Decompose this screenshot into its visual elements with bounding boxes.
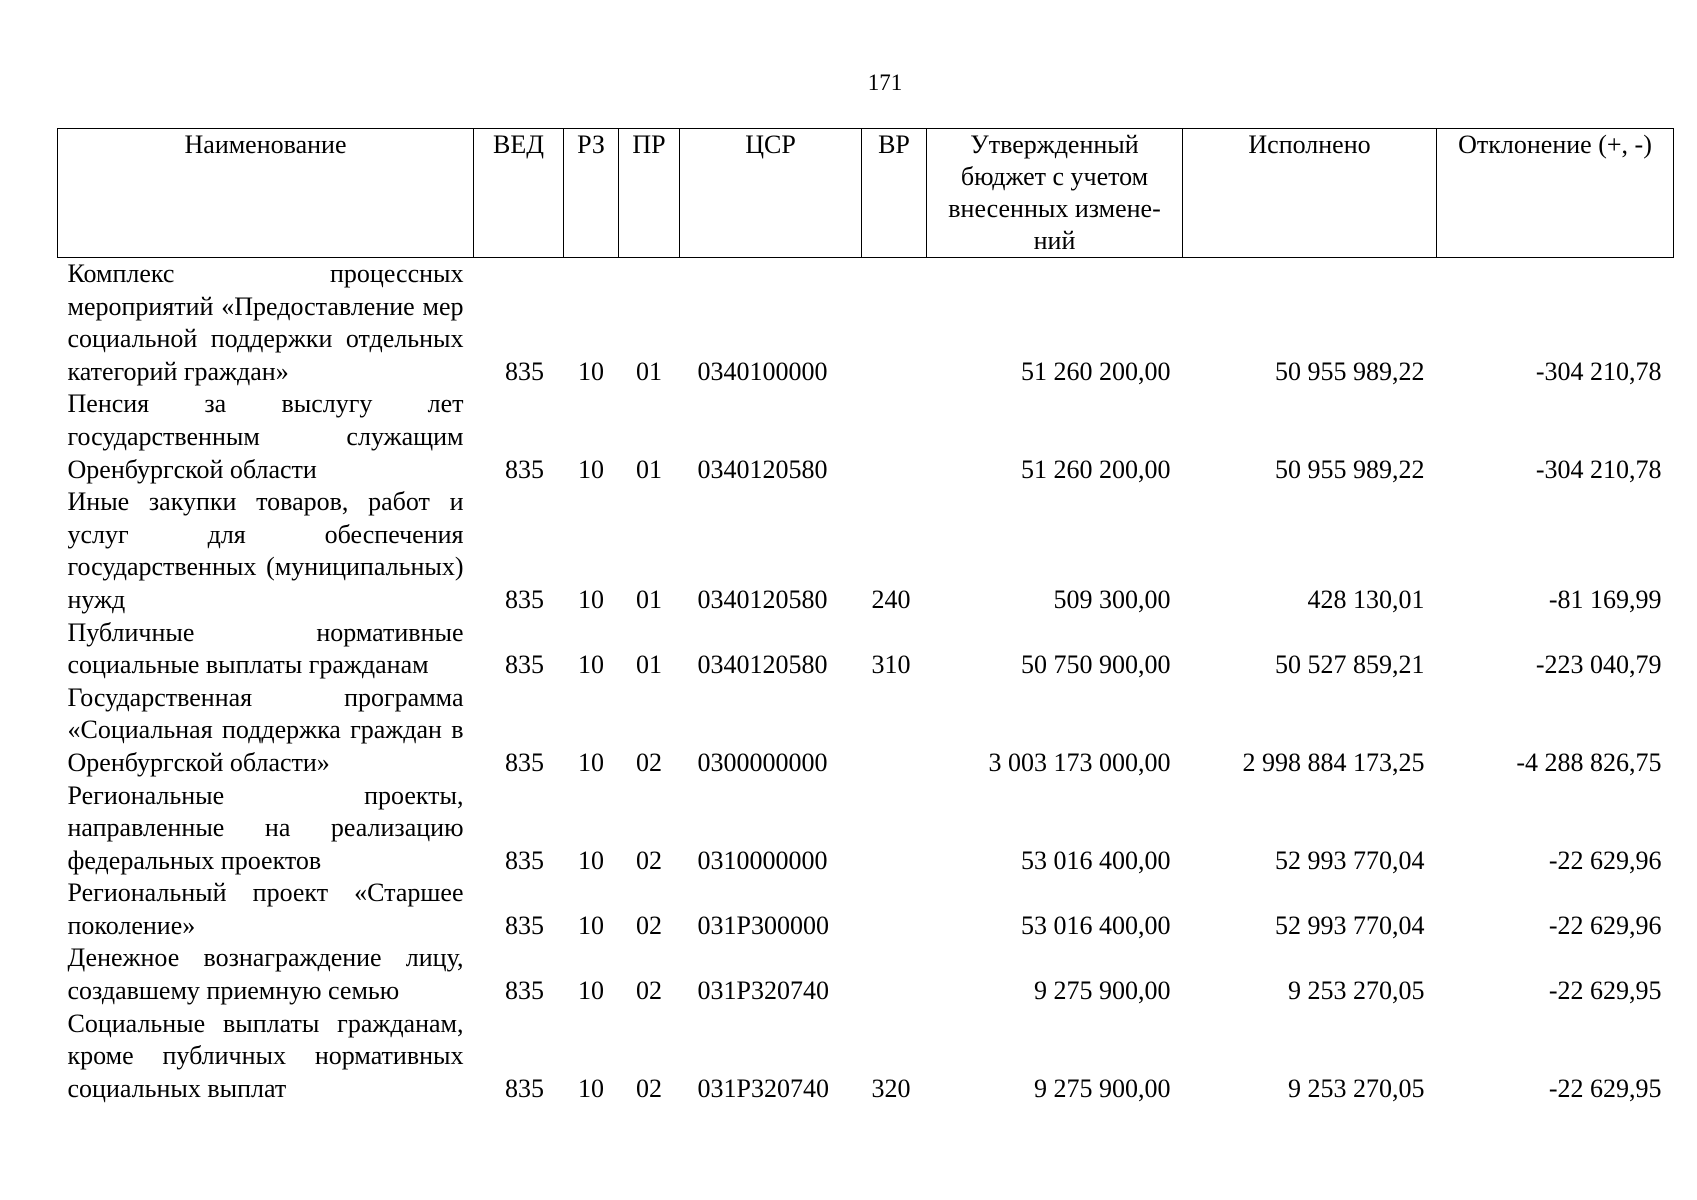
header-vr: ВР (862, 129, 927, 258)
header-csr: ЦСР (680, 129, 862, 258)
row-pr: 02 (636, 1073, 662, 1103)
row-deviation: -304 210,78 (1535, 356, 1662, 386)
row-executed: 9 253 270,05 (1288, 976, 1425, 1006)
header-pr: ПР (619, 129, 680, 258)
row-approved: 51 260 200,00 (1021, 356, 1171, 386)
table-row (58, 258, 1674, 389)
row-ved: 835 (505, 1073, 544, 1103)
row-name: Денежное вознаграждение лицу, создавшему приемную семью (67, 943, 464, 1006)
row-name: Социальные выплаты гражданам, кроме публичных нормативных социальных выплат (67, 1008, 464, 1103)
row-name: Региональный проект «Старшее поколение» (67, 878, 464, 940)
row-vr (862, 258, 927, 389)
row-deviation: -22 629,96 (1548, 910, 1662, 940)
header-approved: Утвержденный бюджет с учетом внесенных измене-ний (927, 129, 1183, 258)
row-pr: 02 (636, 845, 662, 875)
table-row (58, 388, 1674, 486)
header-executed: Исполнено (1183, 129, 1437, 258)
row-csr: 0300000000 (697, 747, 828, 777)
row-rz: 10 (578, 845, 604, 875)
row-rz: 10 (578, 910, 604, 940)
row-deviation: -81 169,99 (1548, 584, 1662, 614)
row-name: Иные закупки товаров, работ и услуг для обеспечения государственных (муниципальных) нужд (67, 487, 464, 614)
row-ved: 835 (505, 910, 544, 940)
row-deviation: -22 629,95 (1548, 1073, 1662, 1103)
table-row (58, 942, 1674, 1007)
row-name: Публичные нормативные социальные выплаты гражданам (67, 617, 464, 680)
row-vr (862, 942, 927, 1007)
row-approved: 51 260 200,00 (1021, 454, 1171, 484)
row-approved: 3 003 173 000,00 (988, 747, 1171, 777)
row-ved: 835 (505, 454, 544, 484)
row-deviation: -304 210,78 (1535, 454, 1662, 484)
row-vr: 320 (871, 1073, 911, 1103)
row-approved: 53 016 400,00 (1021, 845, 1171, 875)
row-pr: 01 (636, 454, 662, 484)
row-executed: 50 527 859,21 (1275, 650, 1425, 680)
table-row (58, 877, 1674, 942)
row-rz: 10 (578, 454, 604, 484)
row-rz: 10 (578, 584, 604, 614)
row-deviation: -223 040,79 (1535, 650, 1662, 680)
row-rz: 10 (578, 747, 604, 777)
budget-table-container (57, 128, 1673, 1105)
row-approved: 53 016 400,00 (1021, 910, 1171, 940)
row-csr: 031P300000 (697, 910, 829, 940)
row-pr: 01 (636, 650, 662, 680)
row-vr (862, 388, 927, 486)
page-number: 171 (867, 70, 903, 95)
row-deviation: -22 629,95 (1548, 976, 1662, 1006)
row-name: Комплекс процессных мероприятий «Предоставление мер социальной поддержки отдельных категорий граждан» (67, 259, 464, 386)
row-executed: 50 955 989,22 (1275, 454, 1425, 484)
row-executed: 428 130,01 (1307, 584, 1425, 614)
row-csr: 031P320740 (697, 976, 829, 1006)
header-name: Наименование (58, 129, 474, 258)
row-executed: 2 998 884 173,25 (1242, 747, 1425, 777)
row-rz: 10 (578, 650, 604, 680)
row-approved: 50 750 900,00 (1021, 650, 1171, 680)
row-csr: 0310000000 (697, 845, 828, 875)
row-approved: 9 275 900,00 (1034, 1073, 1171, 1103)
header-rz: РЗ (564, 129, 619, 258)
row-csr: 0340120580 (697, 584, 828, 614)
row-csr: 031P320740 (697, 1073, 829, 1103)
row-approved: 509 300,00 (1053, 584, 1171, 614)
row-executed: 52 993 770,04 (1275, 910, 1425, 940)
row-approved: 9 275 900,00 (1034, 976, 1171, 1006)
row-vr (862, 780, 927, 878)
row-vr: 310 (871, 650, 911, 680)
header-ved: ВЕД (474, 129, 564, 258)
row-rz: 10 (578, 356, 604, 386)
row-name: Региональные проекты, направленные на реализацию федеральных проектов (67, 780, 464, 875)
row-pr: 02 (636, 747, 662, 777)
row-deviation: -4 288 826,75 (1516, 747, 1662, 777)
row-vr (862, 877, 927, 942)
row-ved: 835 (505, 976, 544, 1006)
row-csr: 0340120580 (697, 454, 828, 484)
row-vr: 240 (871, 584, 911, 614)
row-rz: 10 (578, 1073, 604, 1103)
row-ved: 835 (505, 747, 544, 777)
row-pr: 02 (636, 976, 662, 1006)
row-executed: 9 253 270,05 (1288, 1073, 1425, 1103)
table-row (58, 780, 1674, 878)
table-row (58, 1008, 1674, 1106)
row-pr: 01 (636, 356, 662, 386)
table-row (58, 486, 1674, 616)
row-rz: 10 (578, 976, 604, 1006)
row-ved: 835 (505, 845, 544, 875)
row-ved: 835 (505, 650, 544, 680)
row-vr (862, 682, 927, 780)
row-name: Государственная программа «Социальная поддержка граждан в Оренбургской области» (67, 682, 464, 777)
table-row (58, 682, 1674, 780)
row-csr: 0340120580 (697, 650, 828, 680)
header-deviation: Отклонение (+, -) (1437, 129, 1674, 258)
row-deviation: -22 629,96 (1548, 845, 1662, 875)
row-name: Пенсия за выслугу лет государственным служащим Оренбургской области (67, 389, 464, 484)
row-ved: 835 (505, 584, 544, 614)
row-pr: 02 (636, 910, 662, 940)
row-executed: 50 955 989,22 (1275, 356, 1425, 386)
row-pr: 01 (636, 584, 662, 614)
table-header-row (58, 129, 1674, 258)
row-executed: 52 993 770,04 (1275, 845, 1425, 875)
table-row (58, 617, 1674, 682)
row-csr: 0340100000 (697, 356, 828, 386)
budget-table (57, 128, 1674, 1105)
row-ved: 835 (505, 356, 544, 386)
